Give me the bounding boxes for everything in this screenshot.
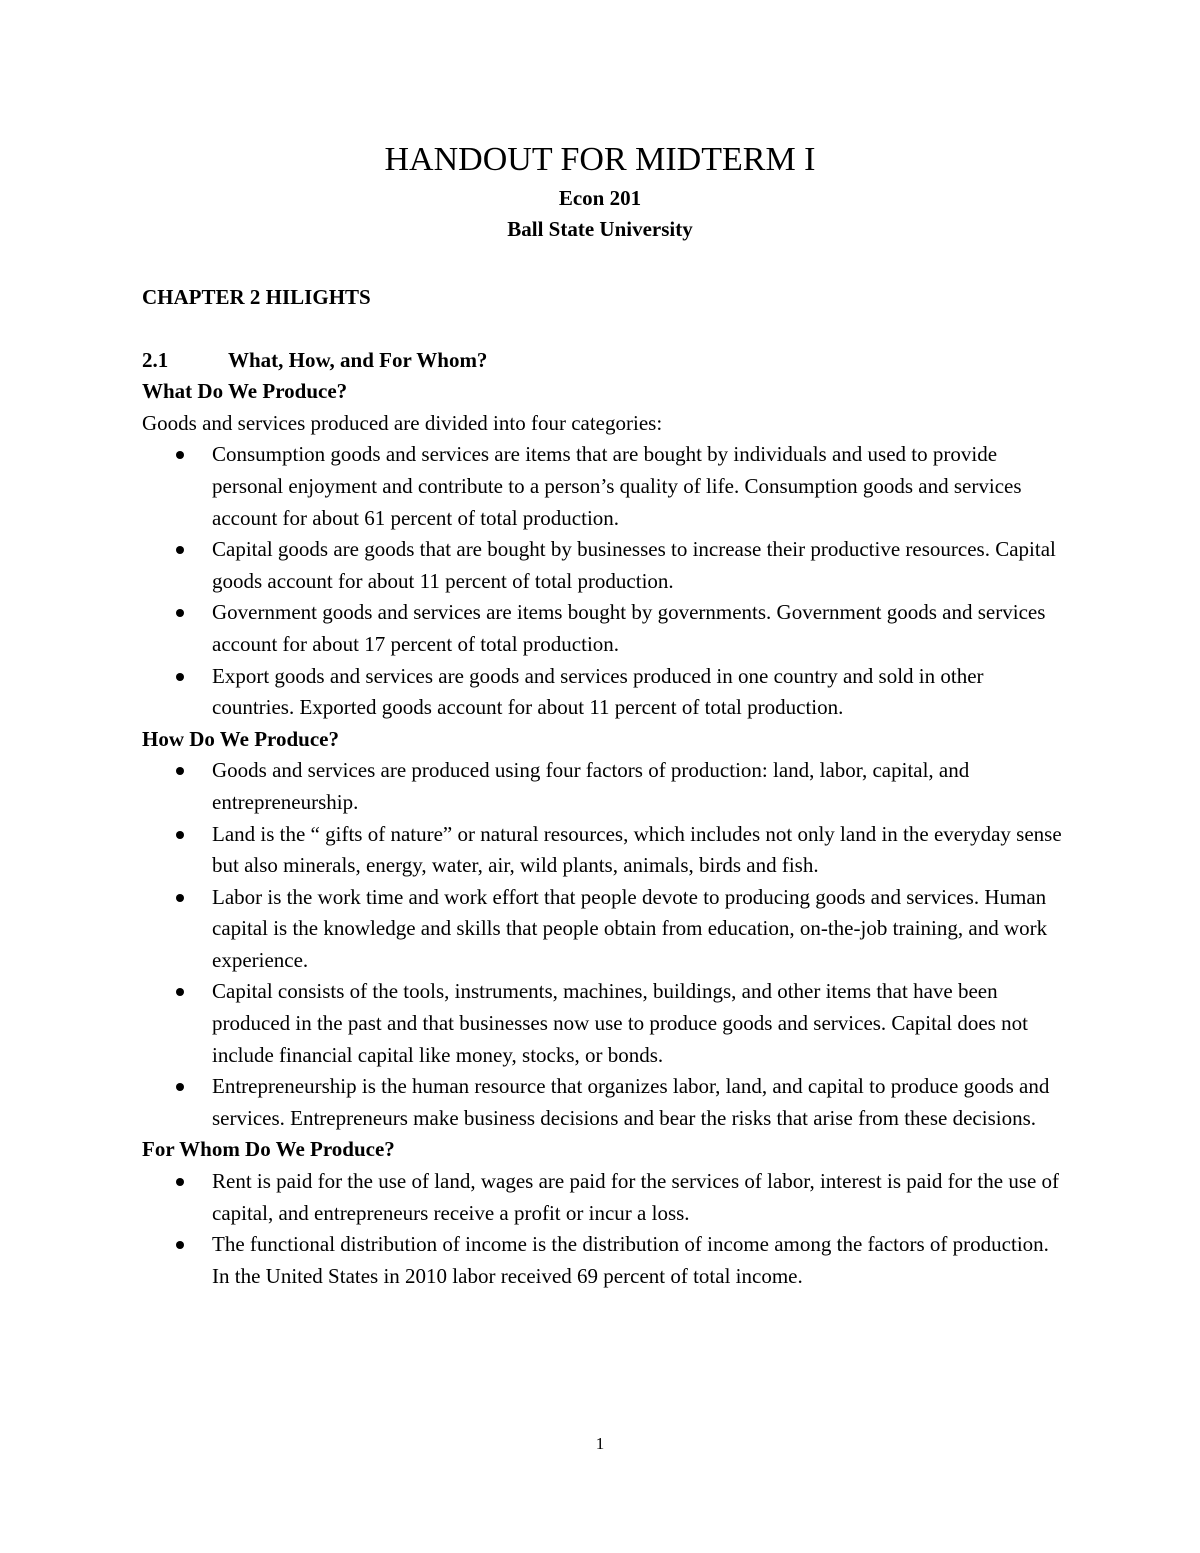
chapter-heading: CHAPTER 2 HILIGHTS [142,285,371,309]
list-item [142,1229,1062,1292]
page-title: HANDOUT FOR MIDTERM I [384,141,816,178]
list-item-text: Capital goods are goods that are bought by businesses to increase their productive resources. Capital goods account for about 11 percent of total production. [212,537,1056,593]
course-name: Econ 201 [558,186,642,210]
list-item [142,439,1062,534]
bullet-icon [176,894,184,902]
list-item-text: Capital consists of the tools, instruments, machines, buildings, and other items that have been produced in the past and that businesses now use to produce goods and services. Capital does not include financial capital like money, stocks, or bonds. [212,979,1028,1067]
list-item-text: Export goods and services are goods and services produced in one country and sold in other countries. Exported goods account for about 11 percent of total production. [212,663,984,720]
list-item [142,819,1062,882]
bullet-icon [176,1241,184,1249]
bullet-icon [176,831,184,839]
bullet-icon [176,1083,184,1091]
bullet-icon [176,1178,184,1186]
what-intro: Goods and services produced are divided into four categories: [142,410,663,435]
bullet-icon [176,546,184,554]
section-heading [142,345,1062,377]
list-item [142,661,1062,724]
list-item-text: Government goods and services are items bought by governments. Government goods and services account for about 17 percent of total production. [212,600,1046,656]
list-item [142,597,1062,660]
list-item-text: Land is the “ gifts of nature” or natural resources, which includes not only land in the everyday sense but also minerals, energy, water, air, wild plants, animals, birds and fish. [212,821,1062,878]
university-name: Ball State University [507,217,693,241]
list-item-text: Labor is the work time and work effort that people devote to producing goods and services. Human capital is the knowledge and skills that people obtain from education, on-the-job training, and work experience. [212,884,1048,972]
what-heading: What Do We Produce? [142,379,348,404]
bullet-icon [176,767,184,775]
list-item-text: The functional distribution of income is the distribution of income among the factors of production. In the United States in 2010 labor received 69 percent of total income. [212,1232,1049,1288]
page-number: 1 [595,1434,605,1453]
document-body [142,282,1062,1292]
list-item [142,1071,1062,1134]
bullet-icon [176,609,184,617]
list-item [142,534,1062,597]
list-item [142,882,1062,977]
bullet-icon [176,673,184,681]
list-item [142,1166,1062,1229]
bullet-icon [176,451,184,459]
bullet-icon [176,988,184,996]
how-heading: How Do We Produce? [142,726,339,751]
list-item-text: Consumption goods and services are items that are bought by individuals and used to provide personal enjoyment and contribute to a person’s quality of life. Consumption goods and services account for about 61 percent of total production. [212,442,1022,530]
section-number: 2.1 [142,347,169,372]
section-title: What, How, and For Whom? [228,347,488,372]
list-item-text: Goods and services are produced using four factors of production: land, labor, capital, and entrepreneurship. [212,758,970,814]
how-list [142,755,1062,1134]
list-item-text: Entrepreneurship is the human resource that organizes labor, land, and capital to produce goods and services. Entrepreneurs make business decisions and bear the risks that arise from these decisions. [212,1074,1050,1130]
list-item [142,976,1062,1071]
whom-list [142,1166,1062,1292]
list-item-text: Rent is paid for the use of land, wages are paid for the services of labor, interest is paid for the use of capital, and entrepreneurs receive a profit or incur a loss. [212,1169,1060,1225]
list-item [142,755,1062,818]
whom-heading: For Whom Do We Produce? [142,1137,395,1162]
what-list [142,439,1062,723]
